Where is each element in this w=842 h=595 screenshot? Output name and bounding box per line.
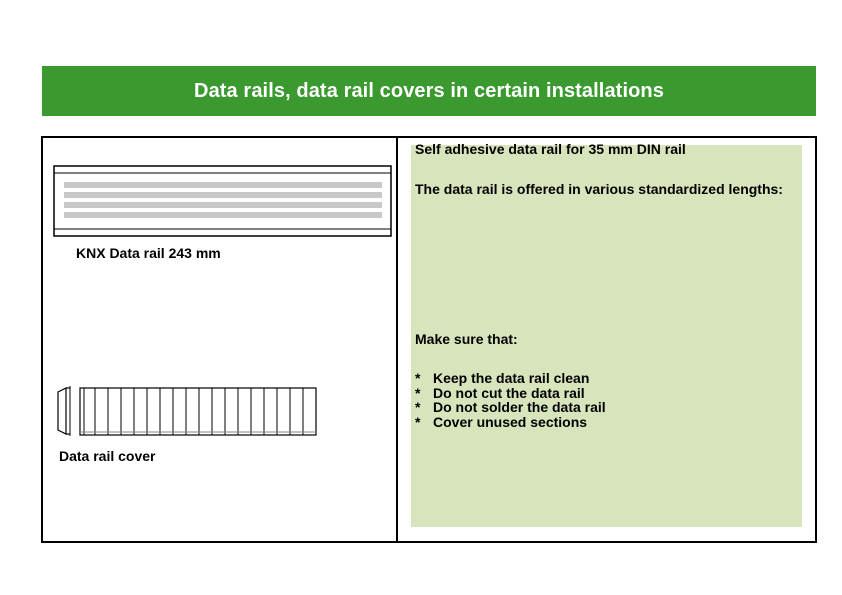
- column-divider: [396, 137, 398, 541]
- data-rail-icon: [52, 164, 394, 238]
- bullet-mark: *: [415, 384, 421, 401]
- make-sure-label: Make sure that:: [415, 331, 518, 347]
- list-item: [415, 371, 606, 386]
- list-item: [415, 400, 606, 415]
- page-title: Data rails, data rail covers in certain installations: [194, 79, 664, 102]
- list-item-text: Cover unused sections: [433, 413, 588, 430]
- list-item-text: Keep the data rail clean: [433, 370, 590, 386]
- list-item-text: Do not solder the data rail: [433, 399, 606, 415]
- bullet-mark: *: [415, 370, 421, 386]
- panel-heading: Self adhesive data rail for 35 mm DIN rail: [415, 141, 686, 157]
- checklist: [415, 371, 606, 429]
- list-item: [415, 415, 606, 430]
- bullet-mark: *: [415, 399, 421, 415]
- list-item: [415, 386, 606, 401]
- panel-description: The data rail is offered in various standardized lengths:: [415, 181, 783, 197]
- data-rail-cover-caption: Data rail cover: [59, 448, 156, 464]
- data-rail-caption: KNX Data rail 243 mm: [76, 245, 221, 261]
- list-item-text: Do not cut the data rail: [433, 384, 585, 401]
- page-title-banner: [42, 66, 816, 116]
- data-rail-cover-icon: [54, 384, 320, 440]
- bullet-mark: *: [415, 413, 421, 430]
